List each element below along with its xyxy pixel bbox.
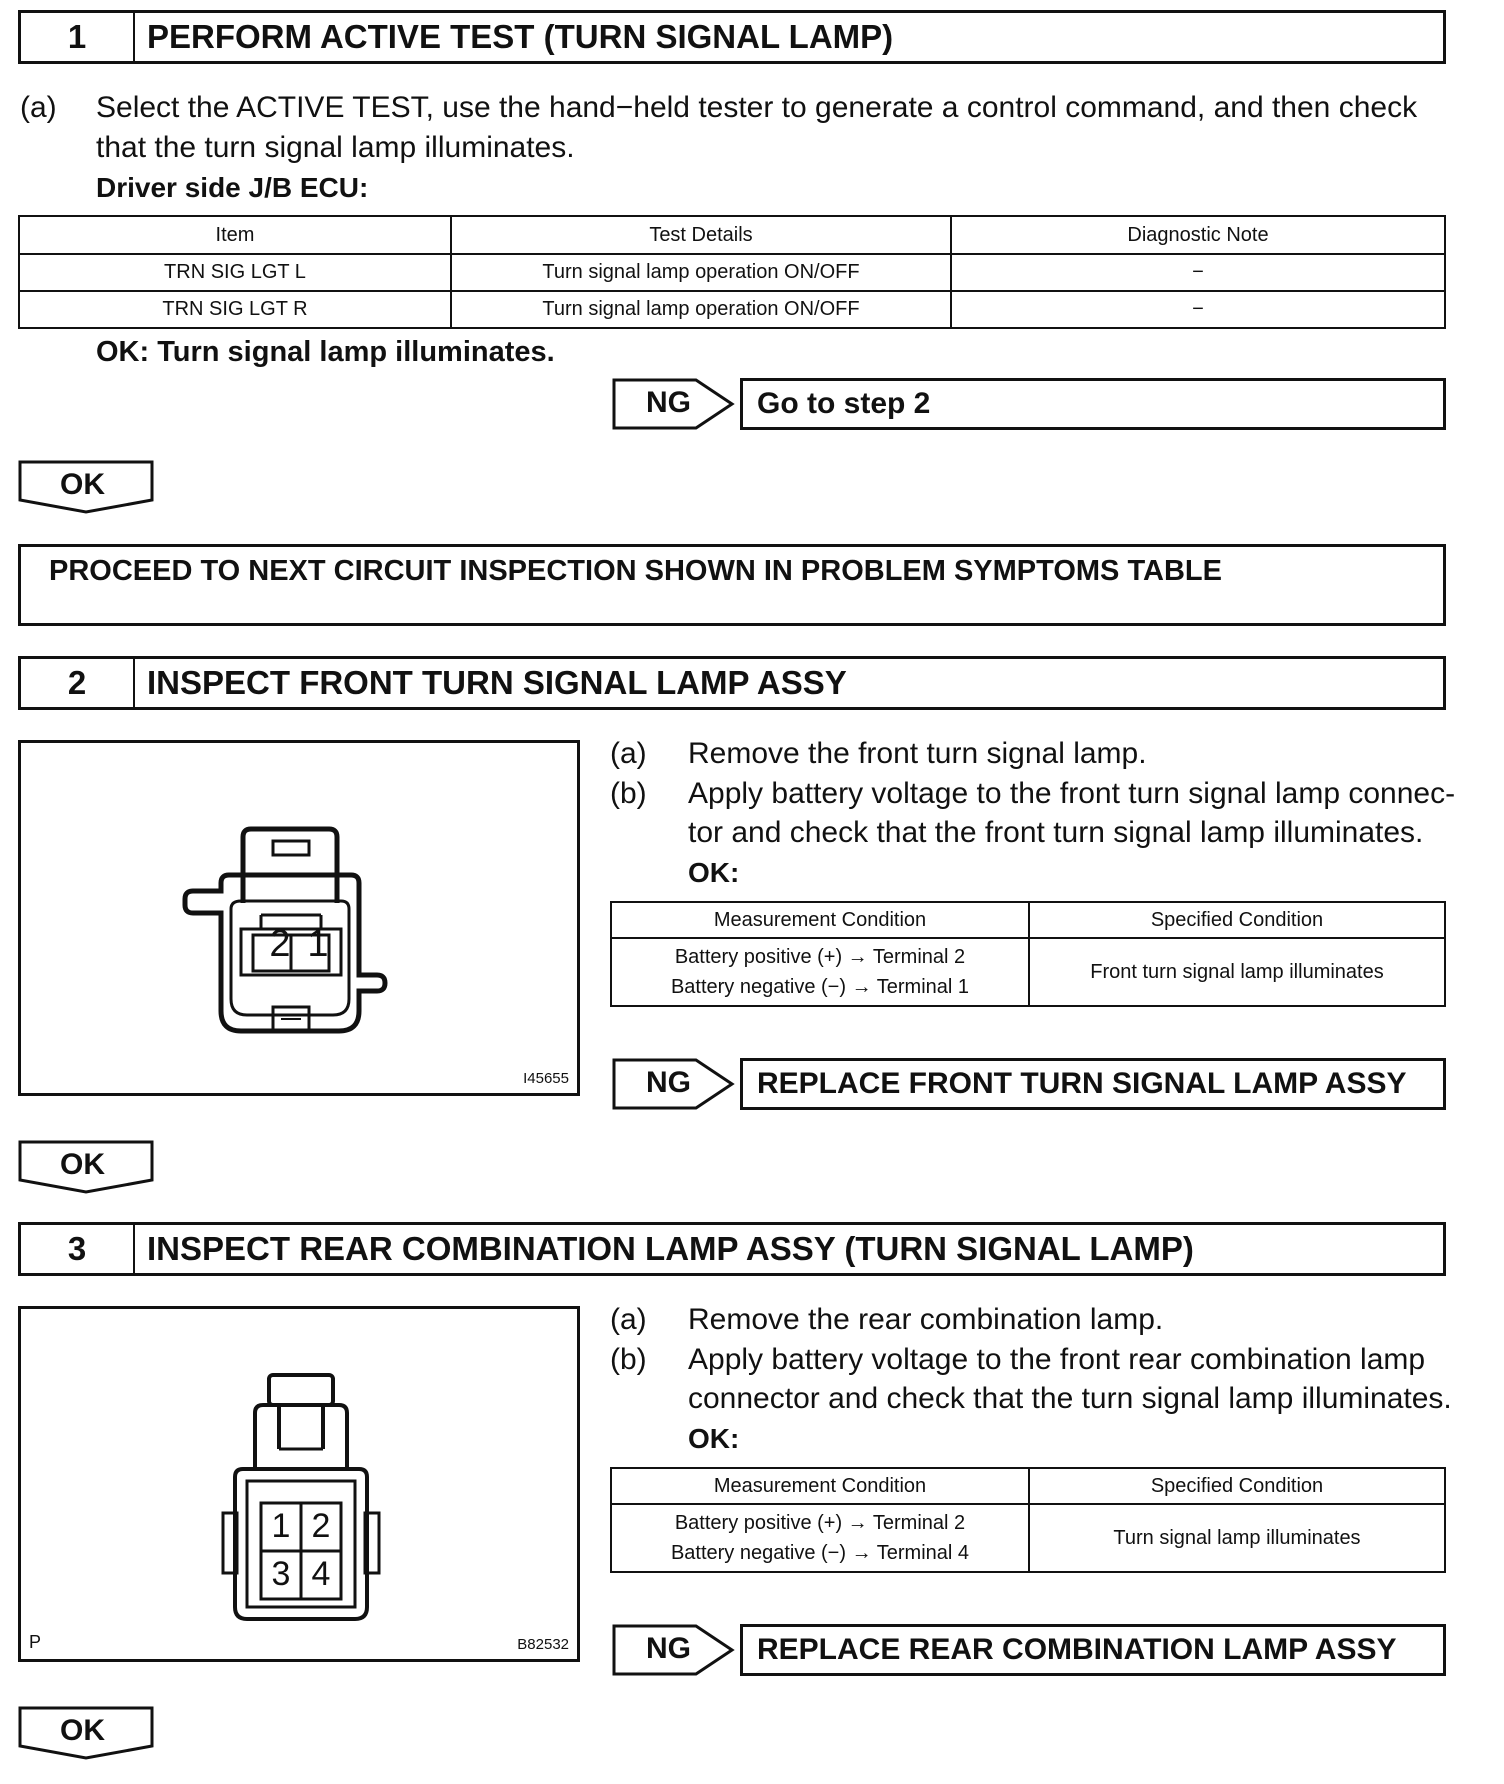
step1-instruction-line2: that the turn signal lamp illuminates. xyxy=(96,131,575,164)
step2-item-a-label: (a) xyxy=(610,737,647,770)
step1-item-label: (a) xyxy=(20,91,57,124)
step1-ok-label: OK xyxy=(60,468,105,501)
step3-item-b-line2: connector and check that the turn signal lamp illuminates. xyxy=(688,1382,1452,1415)
step2-ng-label: NG xyxy=(646,1066,691,1099)
step1-active-test-table xyxy=(18,215,1446,329)
step2-ok-arrow xyxy=(18,1140,154,1194)
step2-ng-result: REPLACE FRONT TURN SIGNAL LAMP ASSY xyxy=(740,1058,1446,1110)
table-cell: − xyxy=(951,291,1445,328)
condition-line: Battery positive (+) → Terminal 2 xyxy=(674,946,966,968)
table-header: Specified Condition xyxy=(1029,902,1445,938)
step3-connector-figure xyxy=(18,1306,580,1662)
step2-number: 2 xyxy=(21,659,135,707)
step2-ok-label: OK xyxy=(60,1148,105,1181)
step1-subheading: Driver side J/B ECU: xyxy=(96,172,369,203)
table-cell: TRN SIG LGT L xyxy=(19,254,451,291)
step1-ng-arrow xyxy=(612,378,736,430)
step2-connector-figure xyxy=(18,740,580,1096)
table-cell: Front turn signal lamp illuminates xyxy=(1029,938,1445,1006)
table-header: Measurement Condition xyxy=(611,902,1029,938)
step1-ng-result: Go to step 2 xyxy=(740,378,1446,430)
table-cell: Turn signal lamp illuminates xyxy=(1029,1504,1445,1572)
terminal-2-label: 2 xyxy=(311,1507,331,1545)
table-cell: Turn signal lamp operation ON/OFF xyxy=(451,291,951,328)
table-row xyxy=(19,291,1445,328)
step1-next-action xyxy=(18,544,1446,626)
step2-ng-arrow xyxy=(612,1058,736,1110)
table-row xyxy=(611,938,1445,1006)
table-cell xyxy=(611,938,1029,1006)
table-header: Item xyxy=(19,216,451,254)
step1-header xyxy=(18,10,1446,64)
table-row xyxy=(611,1504,1445,1572)
step1-ok-criterion: OK: Turn signal lamp illuminates. xyxy=(96,336,555,368)
condition-line: Battery positive (+) → Terminal 2 xyxy=(674,1512,966,1534)
step3-item-b-line1: Apply battery voltage to the front rear combination lamp xyxy=(688,1343,1426,1376)
condition-line: Battery negative (−) → Terminal 1 xyxy=(670,976,970,998)
step2-item-b-label: (b) xyxy=(610,777,647,810)
table-cell: TRN SIG LGT R xyxy=(19,291,451,328)
next-action-text: PROCEED TO NEXT CIRCUIT INSPECTION SHOWN IN PROBLEM SYMPTOMS TABLE xyxy=(49,555,1222,587)
step2-item-a-text: Remove the front turn signal lamp. xyxy=(688,737,1147,770)
step3-ng-label: NG xyxy=(646,1632,691,1665)
step3-header xyxy=(18,1222,1446,1276)
step3-ng-result: REPLACE REAR COMBINATION LAMP ASSY xyxy=(740,1624,1446,1676)
figure-code: B82532 xyxy=(517,1636,569,1653)
figure-corner-label: P xyxy=(29,1632,42,1652)
table-cell: Turn signal lamp operation ON/OFF xyxy=(451,254,951,291)
table-cell xyxy=(611,1504,1029,1572)
step2-spec-table xyxy=(610,901,1446,1007)
terminal-3-label: 3 xyxy=(271,1555,291,1593)
step1-instruction-line1: Select the ACTIVE TEST, use the hand−held tester to generate a control command, and then check xyxy=(96,91,1418,124)
step3-ok-label: OK xyxy=(60,1714,105,1747)
figure-code: I45655 xyxy=(523,1070,569,1087)
step3-spec-table xyxy=(610,1467,1446,1573)
table-row xyxy=(19,254,1445,291)
step1-number: 1 xyxy=(21,13,135,61)
step2-title: INSPECT FRONT TURN SIGNAL LAMP ASSY xyxy=(147,664,847,701)
step3-item-a-text: Remove the rear combination lamp. xyxy=(688,1303,1164,1336)
table-header: Specified Condition xyxy=(1029,1468,1445,1504)
step1-ok-arrow xyxy=(18,460,154,514)
terminal-1-label: 1 xyxy=(307,923,329,965)
step3-title: INSPECT REAR COMBINATION LAMP ASSY (TURN SIGNAL LAMP) xyxy=(147,1230,1194,1267)
step2-ok-heading: OK: xyxy=(688,857,740,888)
rear-lamp-connector-icon xyxy=(221,1373,381,1633)
step3-ng-arrow xyxy=(612,1624,736,1676)
step3-item-a-label: (a) xyxy=(610,1303,647,1336)
terminal-2-label: 2 xyxy=(269,923,291,965)
step1-ng-label: NG xyxy=(646,386,691,419)
step2-item-b-line1: Apply battery voltage to the front turn signal lamp connec- xyxy=(688,777,1456,810)
step3-number: 3 xyxy=(21,1225,135,1273)
terminal-1-label: 1 xyxy=(271,1507,291,1545)
step3-item-b-label: (b) xyxy=(610,1343,647,1376)
terminal-4-label: 4 xyxy=(311,1555,331,1593)
table-header: Test Details xyxy=(451,216,951,254)
step2-item-b-line2: tor and check that the front turn signal lamp illuminates. xyxy=(688,816,1424,849)
condition-line: Battery negative (−) → Terminal 4 xyxy=(670,1542,970,1564)
step2-header xyxy=(18,656,1446,710)
step3-ok-heading: OK: xyxy=(688,1423,740,1454)
table-header: Measurement Condition xyxy=(611,1468,1029,1504)
table-cell: − xyxy=(951,254,1445,291)
step3-ok-arrow xyxy=(18,1706,154,1760)
step1-title: PERFORM ACTIVE TEST (TURN SIGNAL LAMP) xyxy=(147,18,894,55)
table-header: Diagnostic Note xyxy=(951,216,1445,254)
